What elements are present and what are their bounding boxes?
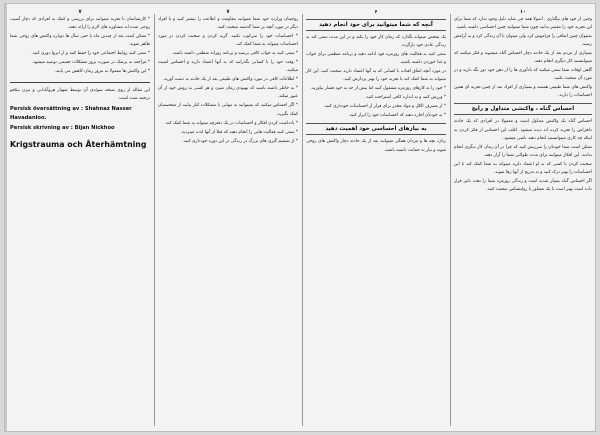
paragraph: اگر احساس گناه بسیار شدید است و زندگی روزمره شما را تحت تاثیر قرار داده است بهتر است با یک مشاور یا روانشناس صحبت کنید. xyxy=(454,178,592,192)
paragraph: بسیاری از مردم بعد از یک حادثه دچار احساس گناه میشوند و فکر میکنند که میتوانستند کار دیگری انجام دهند. xyxy=(454,51,592,65)
page-number: ۷ xyxy=(226,9,230,15)
column-4 xyxy=(451,8,595,428)
paragraph: * وقت خود را با کسانی بگذرانید که به آنها اعتماد دارید و احساس امنیت میکنید. xyxy=(158,60,298,74)
paragraph: * به خاطر داشته باشید که بهبودی زمان میبرد و هر کسی به روش خود از آن عبور میکند. xyxy=(158,86,298,100)
paragraph: یک شخص میتواند بگذارد که زمان کار خود را بکند و در این مدت سعی کند به زندگی عادی خود بازگردد. xyxy=(306,35,446,49)
paragraph: نمیتوان چنین اتفاقی را فراموش کرد ولی میتوان با آن زندگی کرد و به آرامش رسید. xyxy=(454,34,592,48)
paragraph: * سعی کنید فعالیت هایی را انجام دهید که قبلا از آنها لذت میبردید. xyxy=(180,129,298,135)
paragraph: در مورد آنچه اتفاق افتاده با کسانی که به آنها اعتماد دارید صحبت کنید. این کار میتواند به شما کمک کند تا تجربه خود را بهتر پردازش کنید. xyxy=(306,69,446,83)
page-number: ۱۰ xyxy=(519,9,527,15)
paragraph: * سعی کنید به خواب کافی برسید و برنامه روزانه منظمی داشته باشید. xyxy=(171,51,298,57)
column-2 xyxy=(155,8,301,428)
paragraph: * ممکن است بعد از چندین ماه یا حتی سال ها دوباره واکنش های روحی شما ظاهر شوند. xyxy=(10,34,150,48)
column-3 xyxy=(303,8,449,428)
column-1 xyxy=(7,8,153,428)
paragraph: * یادداشت کردن افکار و احساسات در یک دفترچه میتواند به شما کمک کند. xyxy=(164,120,298,126)
section-heading: آنچه که شما میتوانید برای خود انجام دهید xyxy=(306,19,446,31)
paragraph: * خود را به کارهای روزمره مشغول کنید اما بیش از حد به خود فشار نیاورید. xyxy=(310,86,446,92)
scanned-sheet xyxy=(4,3,596,432)
typist-credit: Persisk skrivning av : Bijan Nickhoo xyxy=(10,125,115,132)
page-number: ۷ xyxy=(78,9,82,15)
paragraph: احساس گناه یک واکنش متداول است و معمولا در افرادی که یک حادثه دلخراش را تجربه کرده اند دیده میشود. اغلب این احساس از فکر کردن به اینکه چه کاری میتوانستید انجام دهید ناشی میشود. xyxy=(454,119,592,141)
paragraph: ممکن است شما خودتان را سرزنش کنید که چرا در آن زمان کار دیگری انجام ندادید. این افکار میتوانند برای مدت طولانی شما را آزار دهند. xyxy=(454,144,592,158)
translation-note: این مقاله از روی نسخه سوئدی آن توسط شهناز هروآبادانی و بیژن نیکخو ترجمه شده است. xyxy=(10,88,150,102)
section-divider xyxy=(10,82,150,83)
paragraph: * این واکنش ها معمولا به مرور زمان کاهش می یابند. xyxy=(54,69,150,75)
paragraph: سعی کنید به فعالیت های روزمره خود ادامه دهید و برنامه منظمی برای خواب و غذا خوردن داشته باشید. xyxy=(306,52,446,66)
paragraph: * ورزش کنید و به اندازه کافی استراحت کنید. xyxy=(365,95,446,101)
section-heading: به نیازهای احساسی خود اهمیت دهید xyxy=(306,123,446,135)
section-heading: احساس گناه ، واکنشی متداول و رایج xyxy=(454,103,592,115)
paragraph: * کارشناسان با تجربه میتوانند برای بررسی و کمک به افرادی که دچار آسیب روحی شده اند مشاوره های لازم را ارائه دهند. xyxy=(10,17,150,31)
paragraph: * به خودتان اجازه دهید که احساسات خود را ابراز کنید. xyxy=(348,113,446,119)
paragraph: صحبت کردن با کسی که به او اعتماد دارید میتواند به شما کمک کند تا این احساسات را بهتر درک کنید و به تدریج از آنها رها شوید. xyxy=(454,161,592,175)
paragraph: زنان، بچه ها و مردان همگی میتوانند بعد از یک حادثه دچار واکنش های روحی شوند و نیاز به حمایت داشته باشند. xyxy=(306,139,446,153)
paragraph: وحیی از خود های بیگناری . اصولا همه چی شاید دلیل وجود ندارد که شما برای این تجربه خود را مقصر بدانید چون شما میتوانید چنین احساسی داشته باشید. xyxy=(454,17,592,31)
paragraph: واکنش های شما طبیعی هستند و بسیاری از افراد بعد از چنین تجربه ای همین احساسات را دارند. xyxy=(454,85,592,99)
paragraph: * سعی کنید روابط اجتماعی خود را حفظ کنید و از انزوا دوری کنید. xyxy=(31,51,150,57)
document-title: Krigstrauma och Återhämtning xyxy=(10,139,147,149)
page-number: ۶ xyxy=(374,9,378,15)
paragraph: گاهی اوقات شما سعی میکنید که یادآوری ها را از ذهن خود دور نگه دارید و در مورد آن صحبت نکنید. xyxy=(454,68,592,82)
translator-credit: Persisk översättning av : Shahnaz Nasser Havadanloo. xyxy=(10,106,132,121)
paragraph: * احساسات خود را سرکوب نکنید. گریه کردن و صحبت کردن در مورد احساسات میتواند به شما کمک کند. xyxy=(158,34,298,48)
paragraph: * از مصرف الکل و مواد مخدر برای فرار از احساسات خودداری کنید. xyxy=(323,104,446,110)
paragraph: روحیتان وزارت خود شما میتوانید مقاومت و اطاعت را بیشتر کنید و با افراد دیگر در مورد آنچه بر شما گذشته صحبت کنید. xyxy=(158,17,298,31)
paragraph: * اگر احساس میکنید که نمیتوانید به تنهایی با مشکلات کنار بیایید از متخصصان کمک بگیرید. xyxy=(158,103,298,117)
paragraph: * مراجعه به پزشک در صورت بروز مشکلات جسمی توصیه میشود. xyxy=(31,60,150,66)
paragraph: * اطلاعات کافی در مورد واکنش های طبیعی بعد از یک حادثه به دست آورید. xyxy=(162,77,298,83)
paragraph: * از تصمیم گیری های بزرگ در زندگی در این دوره خودداری کنید. xyxy=(182,138,298,144)
